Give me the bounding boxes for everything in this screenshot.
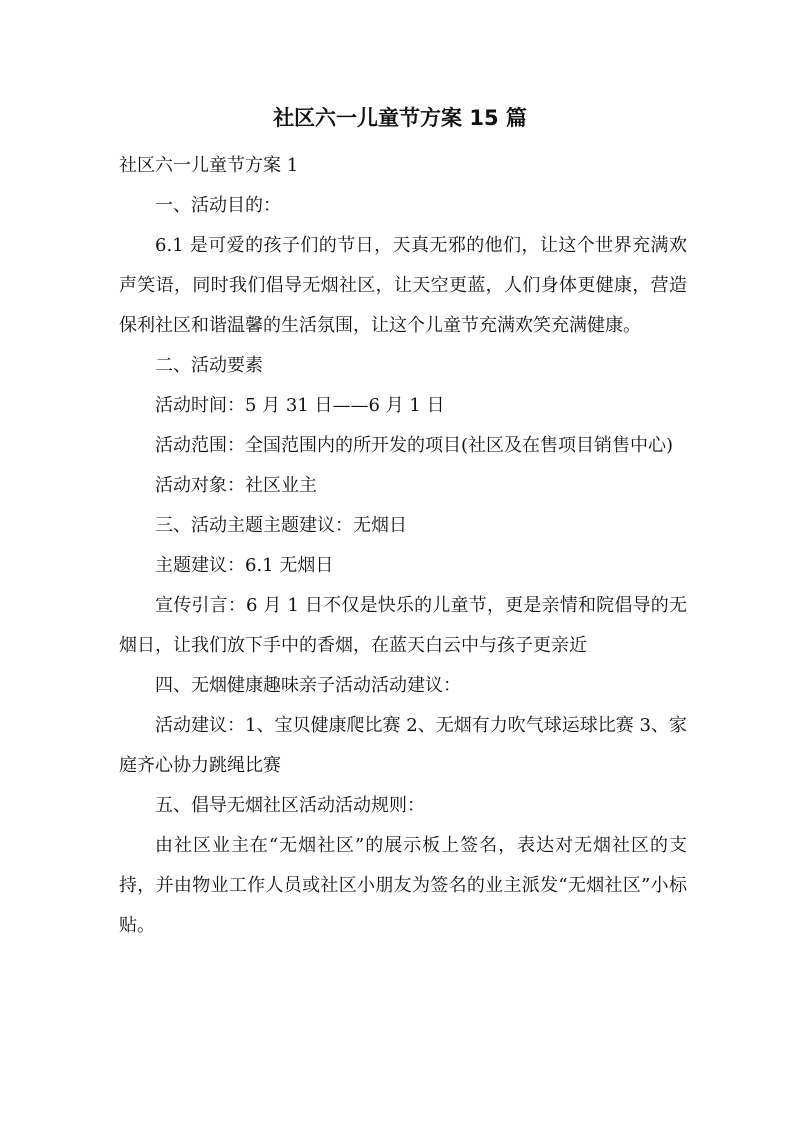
paragraph-scope: 活动范围：全国范围内的所开发的项目(社区及在售项目销售中心) — [155, 435, 674, 456]
heading-rules: 五、倡导无烟社区活动活动规则： — [155, 795, 425, 816]
paragraph-activities: 活动建议：1、宝贝健康爬比赛 2、无烟有力吹气球运球比赛 3、家庭齐心协力跳绳比赛 — [119, 715, 687, 776]
heading-elements: 二、活动要素 — [155, 355, 263, 376]
paragraph-theme: 主题建议：6.1 无烟日 — [155, 555, 334, 576]
heading-activities: 四、无烟健康趣味亲子活动活动建议： — [155, 675, 461, 696]
document-body — [119, 146, 687, 946]
document-title: 社区六一儿童节方案 15 篇 — [273, 106, 527, 130]
heading-theme: 三、活动主题主题建议：无烟日 — [155, 515, 407, 536]
paragraph-audience: 活动对象：社区业主 — [155, 475, 317, 496]
paragraph-time: 活动时间：5 月 31 日——6 月 1 日 — [155, 395, 445, 416]
heading-purpose: 一、活动目的： — [155, 195, 281, 216]
paragraph-slogan: 宣传引言：6 月 1 日不仅是快乐的儿童节，更是亲情和院倡导的无烟日，让我们放下手中的香烟，在蓝天白云中与孩子更亲近 — [119, 595, 687, 656]
paragraph-rules: 由社区业主在“无烟社区”的展示板上签名，表达对无烟社区的支持，并由物业工作人员或社区小朋友为签名的业主派发“无烟社区”小标贴。 — [119, 835, 687, 936]
paragraph-purpose: 6.1 是可爱的孩子们的节日，天真无邪的他们，让这个世界充满欢声笑语，同时我们倡导无烟社区，让天空更蓝，人们身体更健康，营造保利社区和谐温馨的生活氛围，让这个儿童节充满欢笑充满健康。 — [119, 235, 687, 336]
section-subtitle: 社区六一儿童节方案 1 — [119, 155, 299, 176]
